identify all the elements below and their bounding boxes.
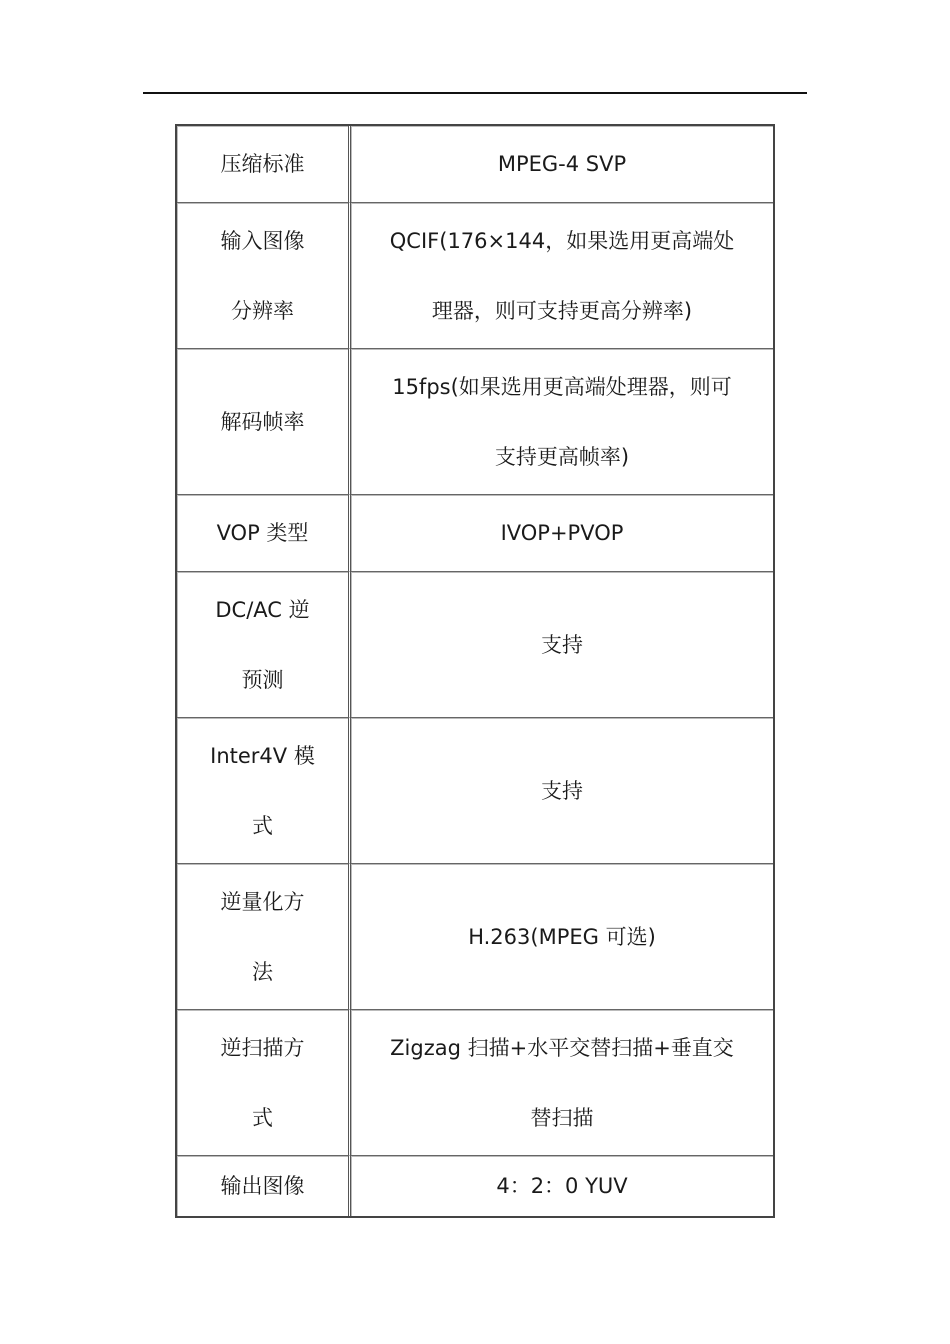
value-text: 15fps(如果选用更高端处理器，则可 [392, 374, 732, 399]
label-cell [177, 1010, 351, 1156]
label-text: Inter4V 模 [210, 743, 315, 768]
label-cell [177, 1156, 351, 1216]
table-row [177, 864, 773, 1010]
spec-table [175, 124, 775, 1218]
label-text: DC/AC 逆 [215, 597, 310, 622]
table-row [177, 349, 773, 495]
label-text: 法 [252, 959, 273, 984]
table-row [177, 572, 773, 718]
value-cell [351, 864, 773, 1010]
table-row [177, 126, 773, 203]
label-text: 式 [252, 813, 273, 838]
value-cell [351, 718, 773, 864]
value-text: 支持 [541, 778, 583, 803]
value-text: 支持更高帧率) [494, 444, 630, 469]
label-cell [177, 349, 351, 495]
table-row [177, 495, 773, 572]
value-cell [351, 203, 773, 349]
label-text: 式 [252, 1105, 273, 1130]
table-row [177, 718, 773, 864]
table-row [177, 203, 773, 349]
value-text: 支持 [541, 632, 583, 657]
label-text: 输出图像 [220, 1174, 305, 1198]
value-text: QCIF(176×144，如果选用更高端处 [389, 228, 735, 253]
label-cell [177, 572, 351, 718]
table-row [177, 1010, 773, 1156]
label-text: VOP 类型 [216, 521, 309, 545]
value-cell [351, 1156, 773, 1216]
label-text: 分辨率 [231, 298, 294, 323]
value-text: 4：2：0 YUV [496, 1174, 628, 1198]
value-text: H.263(MPEG 可选) [468, 924, 656, 949]
label-text: 压缩标准 [220, 152, 305, 176]
label-cell [177, 203, 351, 349]
label-text: 解码帧率 [220, 409, 305, 434]
label-cell [177, 864, 351, 1010]
header-rule [143, 92, 807, 94]
label-text: 预测 [241, 667, 284, 692]
value-cell [351, 1010, 773, 1156]
value-cell [351, 126, 773, 203]
label-cell [177, 718, 351, 864]
value-cell [351, 349, 773, 495]
label-text: 输入图像 [220, 228, 305, 253]
value-cell [351, 572, 773, 718]
value-text: IVOP+PVOP [500, 521, 624, 545]
table-row [177, 1156, 773, 1216]
label-text: 逆扫描方 [220, 1035, 305, 1060]
value-text: 替扫描 [530, 1105, 594, 1130]
value-text: MPEG-4 SVP [497, 152, 627, 176]
label-text: 逆量化方 [220, 889, 305, 914]
label-cell [177, 126, 351, 203]
value-text: Zigzag 扫描+水平交替扫描+垂直交 [390, 1035, 734, 1060]
value-text: 理器，则可支持更高分辨率) [431, 298, 693, 323]
value-cell [351, 495, 773, 572]
label-cell [177, 495, 351, 572]
